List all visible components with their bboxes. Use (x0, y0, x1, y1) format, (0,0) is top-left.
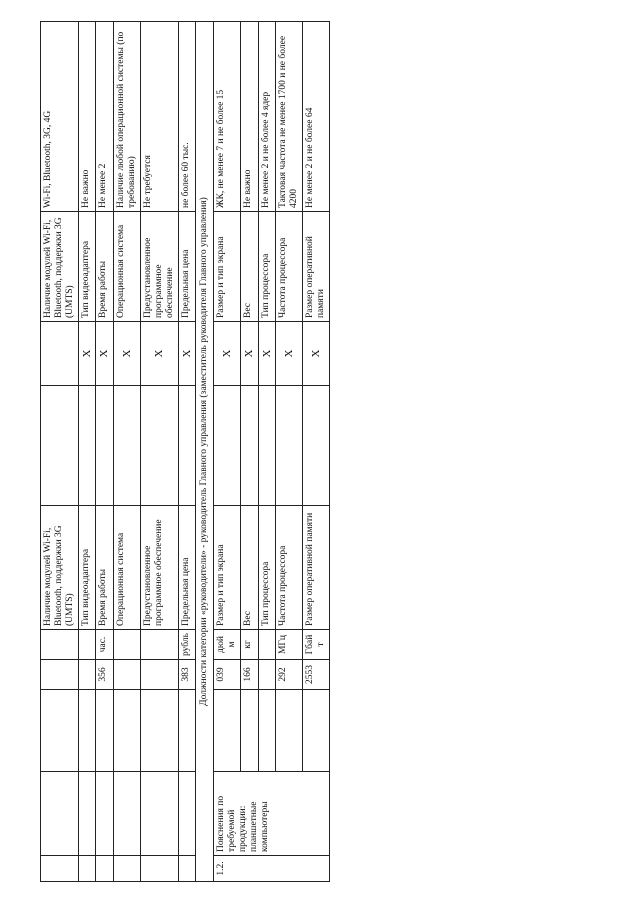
unit-cell (258, 630, 276, 660)
characteristic-name: Тип процессора (258, 506, 276, 630)
empty-cell (78, 772, 96, 856)
procurement-table (40, 21, 330, 882)
characteristic-value-name (41, 386, 79, 506)
characteristic-value-name (258, 386, 276, 506)
characteristic-value-name (178, 386, 196, 506)
code-cell: 166 (241, 660, 259, 690)
table-row (303, 22, 330, 882)
table-body (41, 22, 330, 882)
characteristic-name: Предельная цена (178, 506, 196, 630)
characteristic-name-2: Вес (241, 212, 259, 322)
characteristic-name-2: Размер оперативной памяти (303, 212, 330, 322)
empty-cell (178, 772, 196, 856)
empty-cell (276, 690, 303, 772)
empty-cell (178, 856, 196, 882)
characteristic-value: Не важно (78, 22, 96, 212)
characteristic-value: Не требуется (140, 22, 178, 212)
code-cell (258, 660, 276, 690)
characteristic-name: Предустановленное программное обеспечение (140, 506, 178, 630)
table-row (41, 22, 79, 882)
characteristic-value: Wi-Fi, Bluetooth, 3G, 4G (41, 22, 79, 212)
empty-cell (96, 856, 114, 882)
x-mark: X (276, 322, 303, 386)
empty-cell (78, 856, 96, 882)
empty-cell (214, 690, 241, 772)
characteristic-value: Тактовая частота не менее 1700 и не более 4200 (276, 22, 303, 212)
x-mark: X (78, 322, 96, 386)
code-cell: 383 (178, 660, 196, 690)
characteristic-name-2: Размер и тип экрана (214, 212, 241, 322)
characteristic-value-name (114, 386, 141, 506)
empty-cell (114, 856, 141, 882)
table-row (276, 22, 303, 882)
empty-cell (41, 772, 79, 856)
table-row (140, 22, 178, 882)
empty-cell (140, 690, 178, 772)
empty-cell (140, 856, 178, 882)
characteristic-name-2: Предельная цена (178, 212, 196, 322)
characteristic-name-2: Частота процессора (276, 212, 303, 322)
x-mark: X (96, 322, 114, 386)
empty-cell (114, 690, 141, 772)
characteristic-value-name (214, 386, 241, 506)
empty-cell (241, 690, 259, 772)
code-cell (114, 660, 141, 690)
x-mark: X (214, 322, 241, 386)
code-cell (41, 660, 79, 690)
characteristic-name-2: Тип видеоадаптера (78, 212, 96, 322)
unit-cell (140, 630, 178, 660)
x-mark: X (140, 322, 178, 386)
x-mark (41, 322, 79, 386)
rotated-table-wrapper (40, 22, 600, 882)
unit-cell (114, 630, 141, 660)
characteristic-value: Не менее 2 и не более 4 ядер (258, 22, 276, 212)
empty-cell (78, 690, 96, 772)
characteristic-value: Не менее 2 и не более 64 (303, 22, 330, 212)
characteristic-name-2: Тип процессора (258, 212, 276, 322)
x-mark: X (178, 322, 196, 386)
section-label: Пояснения по требуемой продукции: планшетные компьютеры (214, 772, 330, 856)
characteristic-name: Частота процессора (276, 506, 303, 630)
empty-cell (303, 690, 330, 772)
empty-cell (96, 690, 114, 772)
table-row (96, 22, 114, 882)
empty-cell (41, 690, 79, 772)
unit-cell: МГц (276, 630, 303, 660)
code-cell: 356 (96, 660, 114, 690)
characteristic-name: Операционная система (114, 506, 141, 630)
x-mark: X (303, 322, 330, 386)
characteristic-value: Не важно (241, 22, 259, 212)
characteristic-name: Вес (241, 506, 259, 630)
table-row (78, 22, 96, 882)
characteristic-name-2: Время работы (96, 212, 114, 322)
characteristic-value: не более 60 тыс. (178, 22, 196, 212)
empty-cell (258, 690, 276, 772)
unit-cell: час. (96, 630, 114, 660)
code-cell: 292 (276, 660, 303, 690)
empty-cell (41, 856, 79, 882)
code-cell: 2553 (303, 660, 330, 690)
characteristic-value-name (276, 386, 303, 506)
empty-cell (140, 772, 178, 856)
empty-cell (114, 772, 141, 856)
characteristic-value-name (78, 386, 96, 506)
characteristic-value: Наличие любой операционной системы (по требованию) (114, 22, 141, 212)
code-cell: 039 (214, 660, 241, 690)
table-row (258, 22, 276, 882)
unit-cell: дюйм (214, 630, 241, 660)
table-row (178, 22, 196, 882)
characteristic-name: Наличие модулей Wi-Fi, Bluetooth, поддержки 3G (UMTS) (41, 506, 79, 630)
category-banner-row (196, 22, 214, 882)
characteristic-name-2: Операционная система (114, 212, 141, 322)
characteristic-value-name (140, 386, 178, 506)
characteristic-name: Тип видеоадаптера (78, 506, 96, 630)
characteristic-name: Размер и тип экрана (214, 506, 241, 630)
x-mark: X (241, 322, 259, 386)
x-mark: X (258, 322, 276, 386)
category-banner: Должности категории «руководители» - руководитель Главного управления (заместитель руководителя Главного управления) (196, 22, 214, 882)
unit-cell: Гбайт (303, 630, 330, 660)
code-cell (140, 660, 178, 690)
section-number: 1.2. (214, 856, 330, 882)
characteristic-value-name (96, 386, 114, 506)
unit-cell: кг (241, 630, 259, 660)
table-row (241, 22, 259, 882)
code-cell (78, 660, 96, 690)
unit-cell (78, 630, 96, 660)
characteristic-value-name (303, 386, 330, 506)
characteristic-name-2: Наличие модулей Wi-Fi, Bluetooth, поддержки 3G (UMTS) (41, 212, 79, 322)
characteristic-name: Время работы (96, 506, 114, 630)
x-mark: X (114, 322, 141, 386)
table-row (214, 22, 241, 882)
unit-cell: рубль (178, 630, 196, 660)
table-row (114, 22, 141, 882)
characteristic-value: Не менее 2 (96, 22, 114, 212)
characteristic-value: ЖК, не менее 7 и не более 15 (214, 22, 241, 212)
empty-cell (96, 772, 114, 856)
characteristic-name: Размер оперативной памяти (303, 506, 330, 630)
characteristic-name-2: Предустановленное программное обеспечение (140, 212, 178, 322)
characteristic-value-name (241, 386, 259, 506)
unit-cell (41, 630, 79, 660)
empty-cell (178, 690, 196, 772)
